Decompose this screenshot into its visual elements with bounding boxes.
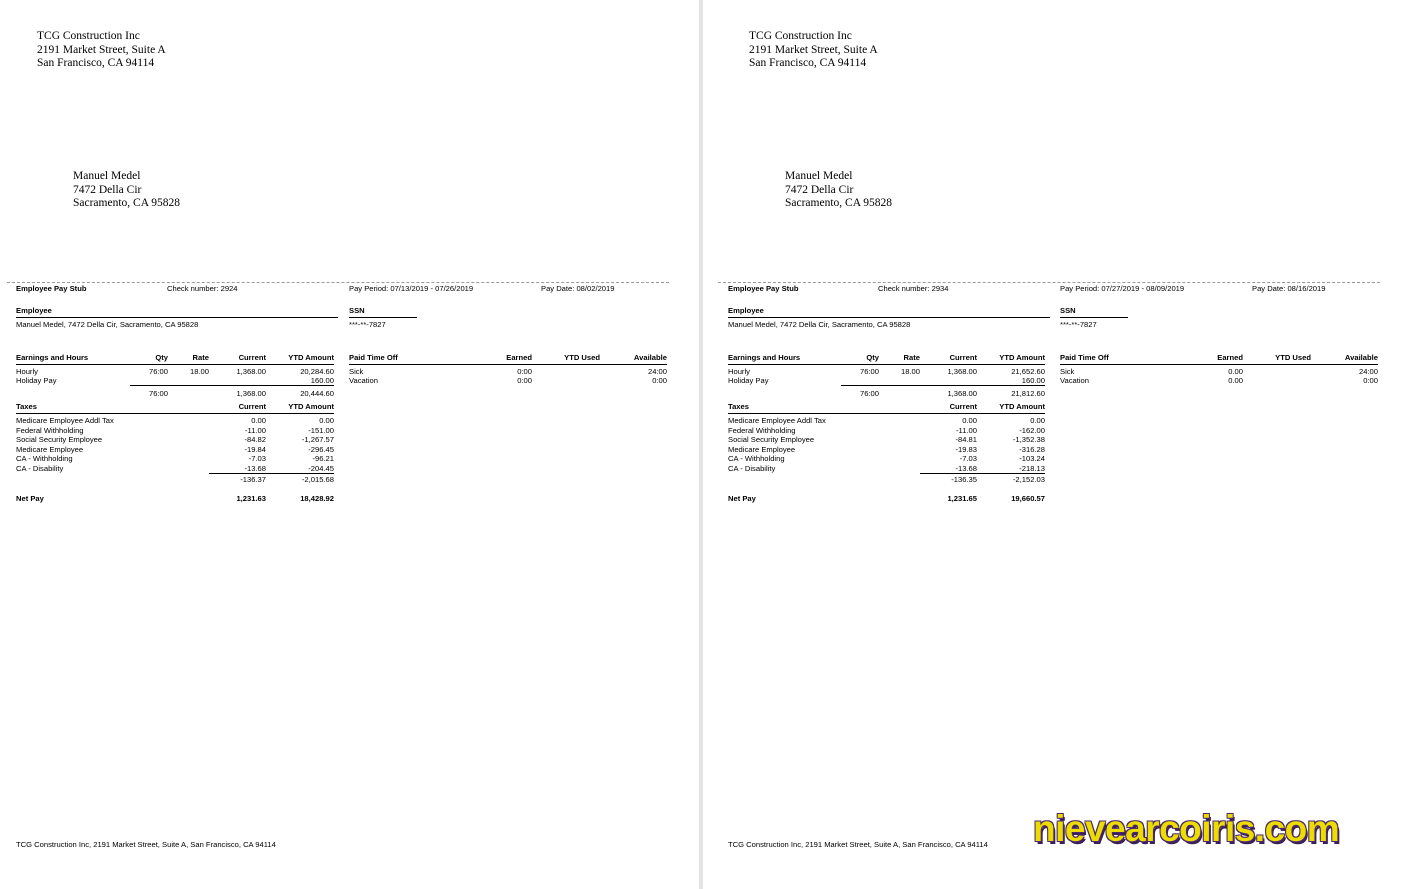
divider	[920, 473, 1045, 474]
stub-title: Employee Pay Stub	[16, 284, 87, 293]
tax-current: -13.68	[955, 463, 977, 473]
pto-name: Sick	[349, 367, 364, 376]
tax-ytd: 0.00	[319, 416, 334, 425]
net-pay-current: 1,231.65	[947, 494, 977, 503]
earnings-header: Earnings and Hours	[728, 353, 801, 362]
check-number: Check number: 2934	[878, 284, 949, 293]
current-header: Current	[949, 353, 977, 362]
pto-earned: 0:00	[517, 376, 532, 385]
company-city: San Francisco, CA 94114	[37, 57, 155, 69]
divider	[16, 364, 334, 365]
net-pay-current: 1,231.63	[236, 494, 266, 503]
tax-name: Federal Withholding	[16, 425, 84, 435]
company-address	[749, 30, 878, 71]
divider	[16, 413, 334, 414]
divider	[1060, 317, 1128, 318]
qty-header: Qty	[155, 353, 168, 362]
company-street: 2191 Market Street, Suite A	[37, 43, 166, 56]
tax-name: CA - Withholding	[728, 454, 785, 463]
tax-ytd: -296.45	[308, 444, 334, 454]
earning-ytd: 21,652.60	[1011, 367, 1045, 376]
pto-header: Paid Time Off	[349, 353, 398, 362]
pto-available: 0:00	[652, 376, 667, 385]
tax-current: -11.00	[956, 425, 977, 435]
employee-city: Sacramento, CA 95828	[73, 197, 180, 209]
earnings-total-ytd: 21,812.60	[1011, 389, 1045, 398]
qty-header: Qty	[866, 353, 879, 362]
tax-name: Social Security Employee	[728, 435, 815, 444]
pto-name: Vacation	[349, 376, 378, 385]
earning-current: 1,368.00	[236, 367, 266, 376]
earnings-header: Earnings and Hours	[16, 353, 89, 362]
tax-name: Federal Withholding	[728, 425, 796, 435]
tax-current: 0.00	[962, 416, 977, 425]
pto-name: Sick	[1060, 367, 1075, 376]
divider	[728, 413, 1045, 414]
pay-period: Pay Period: 07/13/2019 - 07/26/2019	[349, 284, 474, 293]
net-pay-label: Net Pay	[728, 494, 756, 503]
company-name: TCG Construction Inc	[37, 30, 140, 42]
tax-current-header: Current	[949, 402, 977, 411]
earning-rate: 18.00	[189, 367, 209, 376]
earning-name: Holiday Pay	[728, 376, 769, 385]
employee-address	[73, 170, 180, 211]
earning-ytd: 160.00	[1021, 376, 1045, 385]
tax-current: -19.84	[244, 444, 266, 454]
tax-ytd: -218.13	[1019, 463, 1045, 473]
tax-name: Social Security Employee	[16, 435, 103, 444]
employee-address	[785, 170, 892, 211]
tax-current: 0.00	[251, 416, 266, 425]
pto-earned: 0:00	[517, 367, 532, 376]
ssn-header: SSN	[349, 306, 365, 315]
tax-current-header: Current	[238, 402, 266, 411]
earnings-total-current: 1,368.00	[236, 389, 266, 398]
page-footer: TCG Construction Inc, 2191 Market Street, Suite A, San Francisco, CA 94114	[728, 840, 988, 849]
earnings-total-ytd: 20,444.60	[300, 389, 334, 398]
employee-street: 7472 Della Cir	[73, 183, 142, 196]
earning-ytd: 20,284.60	[300, 367, 334, 376]
tax-name: Medicare Employee	[728, 444, 796, 454]
tax-ytd: -1,267.57	[301, 435, 334, 444]
tax-current: -11.00	[245, 425, 266, 435]
pay-stub-page-2	[703, 0, 1401, 889]
pay-stub-page-1	[0, 0, 699, 889]
tax-name: Medicare Employee Addl Tax	[16, 416, 114, 425]
page-footer: TCG Construction Inc, 2191 Market Street, Suite A, San Francisco, CA 94114	[16, 840, 276, 849]
rate-header: Rate	[192, 353, 209, 362]
pay-date: Pay Date: 08/16/2019	[1252, 284, 1326, 293]
ytd-used-header: YTD Used	[1275, 353, 1311, 362]
ssn-value: ***-**-7827	[349, 320, 386, 329]
company-address	[37, 30, 166, 71]
net-pay-ytd: 19,660.57	[1011, 494, 1045, 503]
available-header: Available	[1344, 353, 1378, 362]
taxes-total-ytd: -2,152.03	[1012, 475, 1045, 484]
employee-street: 7472 Della Cir	[785, 183, 854, 196]
pto-available: 24:00	[647, 367, 667, 376]
tax-ytd: -96.21	[312, 454, 334, 463]
tax-current: -7.03	[959, 454, 977, 463]
tax-current: -84.82	[244, 435, 266, 444]
employee-line: Manuel Medel, 7472 Della Cir, Sacramento, CA 95828	[16, 320, 199, 329]
divider	[728, 364, 1045, 365]
company-city: San Francisco, CA 94114	[749, 57, 867, 69]
divider	[841, 385, 1045, 386]
pto-earned: 0.00	[1228, 376, 1243, 385]
employee-header: Employee	[728, 306, 764, 315]
divider	[728, 317, 1050, 318]
earnings-total-qty: 76:00	[859, 389, 879, 398]
pto-earned: 0.00	[1228, 367, 1243, 376]
divider	[349, 364, 667, 365]
divider	[209, 473, 334, 474]
earning-name: Hourly	[16, 367, 38, 376]
employee-name: Manuel Medel	[785, 170, 853, 182]
earning-qty: 76:00	[859, 367, 879, 376]
earning-current: 1,368.00	[947, 367, 977, 376]
available-header: Available	[633, 353, 667, 362]
ssn-header: SSN	[1060, 306, 1076, 315]
earned-header: Earned	[506, 353, 532, 362]
employee-name: Manuel Medel	[73, 170, 141, 182]
taxes-total-ytd: -2,015.68	[301, 475, 334, 484]
check-number: Check number: 2924	[167, 284, 238, 293]
tax-name: CA - Withholding	[16, 454, 73, 463]
pto-available: 0:00	[1363, 376, 1378, 385]
pto-available: 24:00	[1358, 367, 1378, 376]
taxes-header: Taxes	[16, 402, 37, 411]
ytd-header: YTD Amount	[999, 353, 1045, 362]
earning-qty: 76:00	[148, 367, 168, 376]
ytd-header: YTD Amount	[288, 353, 334, 362]
tax-ytd: -204.45	[308, 463, 334, 473]
employee-line: Manuel Medel, 7472 Della Cir, Sacramento, CA 95828	[728, 320, 911, 329]
tax-current: -84.81	[955, 435, 977, 444]
tax-current: -19.83	[955, 444, 977, 454]
tax-current: -13.68	[244, 463, 266, 473]
company-street: 2191 Market Street, Suite A	[749, 43, 878, 56]
watermark-logo: nievearcoiris.com	[1033, 808, 1340, 849]
net-pay-label: Net Pay	[16, 494, 44, 503]
earnings-total-qty: 76:00	[148, 389, 168, 398]
taxes-total-current: -136.35	[951, 475, 977, 484]
tax-name: CA - Disability	[728, 463, 776, 473]
divider	[1060, 364, 1378, 365]
tax-ytd: -316.28	[1019, 444, 1045, 454]
earning-name: Holiday Pay	[16, 376, 57, 385]
tax-ytd: -1,352.38	[1012, 435, 1045, 444]
pto-header: Paid Time Off	[1060, 353, 1109, 362]
earnings-total-current: 1,368.00	[947, 389, 977, 398]
company-name: TCG Construction Inc	[749, 30, 852, 42]
perforation-line	[718, 282, 1380, 283]
tax-ytd: -103.24	[1019, 454, 1045, 463]
tax-name: Medicare Employee Addl Tax	[728, 416, 826, 425]
earning-name: Hourly	[728, 367, 750, 376]
divider	[130, 385, 334, 386]
tax-ytd: -162.00	[1019, 425, 1045, 435]
perforation-line	[7, 282, 669, 283]
tax-ytd-header: YTD Amount	[288, 402, 334, 411]
earned-header: Earned	[1217, 353, 1243, 362]
employee-header: Employee	[16, 306, 52, 315]
taxes-total-current: -136.37	[240, 475, 266, 484]
stub-title: Employee Pay Stub	[728, 284, 799, 293]
tax-ytd-header: YTD Amount	[999, 402, 1045, 411]
earning-rate: 18.00	[900, 367, 920, 376]
tax-ytd: 0.00	[1030, 416, 1045, 425]
pay-period: Pay Period: 07/27/2019 - 08/09/2019	[1060, 284, 1185, 293]
tax-name: CA - Disability	[16, 463, 64, 473]
ytd-used-header: YTD Used	[564, 353, 600, 362]
rate-header: Rate	[903, 353, 920, 362]
tax-name: Medicare Employee	[16, 444, 84, 454]
net-pay-ytd: 18,428.92	[300, 494, 334, 503]
divider	[16, 317, 338, 318]
pay-date: Pay Date: 08/02/2019	[541, 284, 615, 293]
pto-name: Vacation	[1060, 376, 1089, 385]
earning-ytd: 160.00	[310, 376, 334, 385]
tax-ytd: -151.00	[308, 425, 334, 435]
ssn-value: ***-**-7827	[1060, 320, 1097, 329]
tax-current: -7.03	[248, 454, 266, 463]
employee-city: Sacramento, CA 95828	[785, 197, 892, 209]
divider	[349, 317, 417, 318]
current-header: Current	[238, 353, 266, 362]
taxes-header: Taxes	[728, 402, 749, 411]
